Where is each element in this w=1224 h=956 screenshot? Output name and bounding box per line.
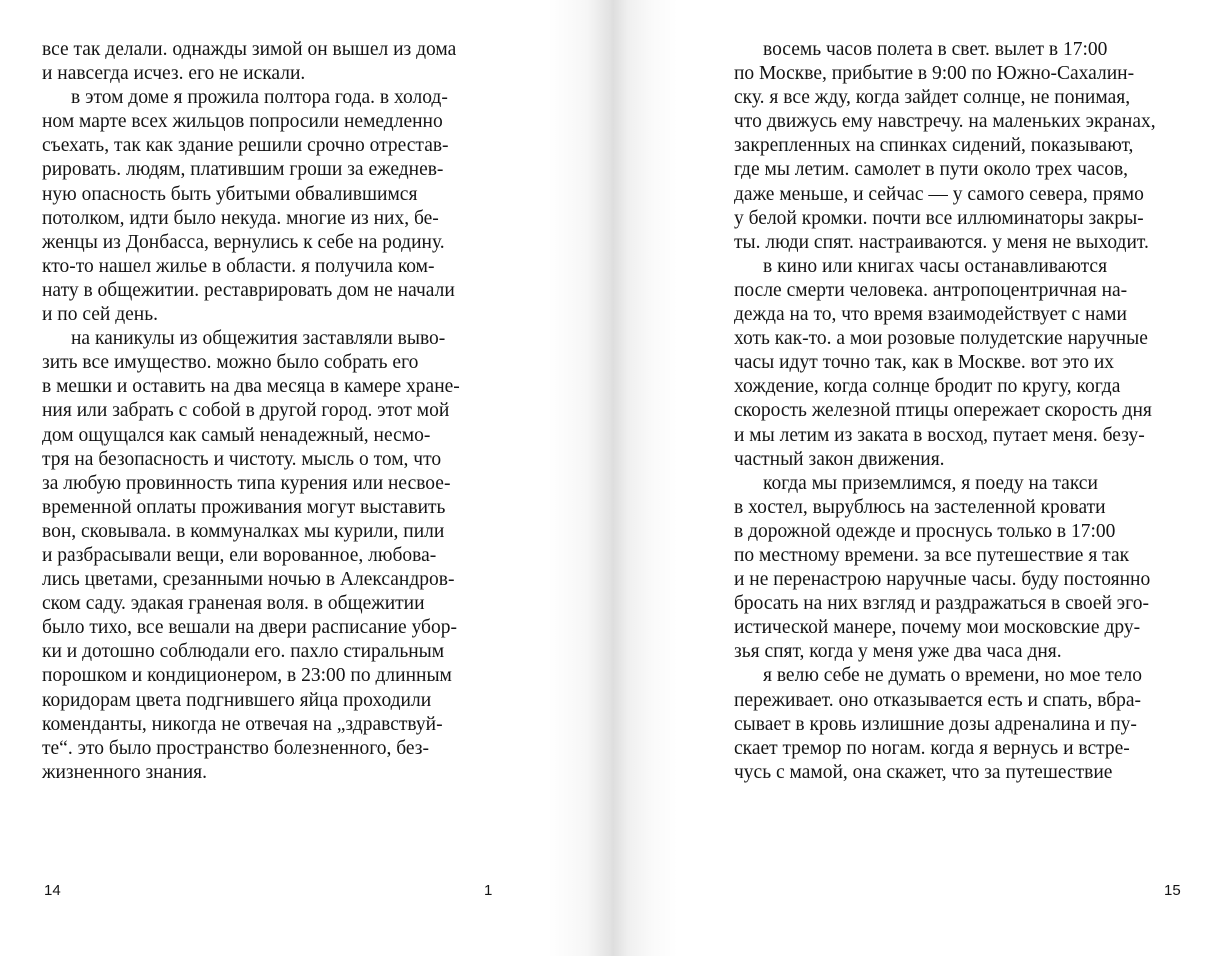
text-line: сывает в кровь излишние дозы адреналина и пу- bbox=[734, 713, 1137, 735]
text-line: бросать на них взгляд и раздражаться в своей эго- bbox=[734, 593, 1149, 615]
text-line: и разбрасывали вещи, ели ворованное, любова- bbox=[42, 544, 437, 566]
left-page-number: 14 bbox=[44, 882, 61, 899]
text-line: часы идут точно так, как в Москве. вот это их bbox=[734, 352, 1115, 374]
text-line: женцы из Донбасса, вернулись к себе на родину. bbox=[42, 231, 445, 253]
text-line: лись цветами, срезанными ночью в Александров- bbox=[42, 569, 455, 591]
text-line: ску. я все жду, когда зайдет солнце, не понимая, bbox=[734, 87, 1131, 109]
text-line: и не перенастрою наручные часы. буду постоянно bbox=[734, 569, 1151, 591]
text-line: восемь часов полета в свет. вылет в 17:00 bbox=[763, 39, 1108, 60]
text-line: ты. люди спят. настраиваются. у меня не выходит. bbox=[734, 231, 1149, 253]
right-page-number: 15 bbox=[1164, 882, 1181, 899]
text-line: ском саду. эдакая граненая воля. в общежитии bbox=[42, 593, 425, 615]
left-page-text bbox=[42, 38, 492, 785]
text-line: потолком, идти было некуда. многие из них, бе- bbox=[42, 207, 439, 229]
text-line: вон, сковывала. в коммуналках мы курили, пили bbox=[42, 520, 445, 542]
text-line: чусь с мамой, она скажет, что за путешествие bbox=[734, 761, 1113, 783]
text-line: даже меньше, и сейчас — у самого севера, прямо bbox=[734, 183, 1144, 205]
text-line: скорость железной птицы опережает скорость дня bbox=[734, 400, 1152, 422]
text-line: ном марте всех жильцов попросили немедленно bbox=[42, 111, 443, 133]
center-marker: 1 bbox=[484, 882, 493, 899]
text-line: в дорожной одежде и проснусь только в 17:00 bbox=[734, 520, 1116, 542]
text-line: по местному времени. за все путешествие я так bbox=[734, 544, 1130, 566]
text-line: по Москве, прибытие в 9:00 по Южно-Сахалин- bbox=[734, 63, 1135, 85]
text-line: в кино или книгах часы останавливаются bbox=[763, 255, 1108, 277]
text-line: все так делали. однажды зимой он вышел из дома bbox=[42, 39, 457, 60]
text-line: в мешки и оставить на два месяца в камере хране- bbox=[42, 376, 460, 398]
gutter-shadow bbox=[548, 0, 678, 956]
text-line: где мы летим. самолет в пути около трех часов, bbox=[734, 159, 1129, 181]
text-line: жизненного знания. bbox=[42, 761, 207, 783]
text-line: ки и дотошно соблюдали его. пахло стиральным bbox=[42, 641, 445, 663]
text-line: в этом доме я прожила полтора года. в холод- bbox=[71, 87, 448, 109]
right-page-text bbox=[734, 38, 1184, 785]
text-line: кто-то нашел жилье в области. я получила ком- bbox=[42, 255, 435, 277]
text-line: те“. это было пространство болезненного, без- bbox=[42, 737, 429, 759]
text-line: было тихо, все вешали на двери расписание убор- bbox=[42, 617, 457, 639]
text-line: рировать. людям, платившим гроши за ежеднев- bbox=[42, 159, 444, 181]
text-line: и навсегда исчез. его не искали. bbox=[42, 63, 306, 85]
text-line: хождение, когда солнце бродит по кругу, когда bbox=[734, 376, 1121, 398]
text-line: у белой кромки. почти все иллюминаторы закры- bbox=[734, 207, 1144, 229]
text-line: истической манере, почему мои московские дру- bbox=[734, 617, 1141, 639]
text-line: после смерти человека. антропоцентричная на- bbox=[734, 279, 1128, 301]
text-line: временной оплаты проживания могут выставить bbox=[42, 496, 446, 518]
right-page bbox=[734, 38, 1184, 938]
text-line: съехать, так как здание решили срочно отрестав- bbox=[42, 135, 449, 157]
text-line: ния или забрать с собой в другой город. этот мой bbox=[42, 400, 450, 422]
text-line: когда мы приземлимся, я поеду на такси bbox=[763, 472, 1098, 494]
text-line: дежда на то, что время взаимодействует с нами bbox=[734, 304, 1127, 326]
text-line: я велю себе не думать о времени, но мое тело bbox=[763, 665, 1142, 687]
text-line: на каникулы из общежития заставляли выво- bbox=[71, 328, 446, 350]
text-line: зья спят, когда у меня уже два часа дня. bbox=[734, 641, 1062, 663]
text-line: хоть как-то. а мои розовые полудетские наручные bbox=[734, 328, 1148, 350]
text-line: и по сей день. bbox=[42, 304, 159, 326]
text-line: закрепленных на спинках сидений, показывают, bbox=[734, 135, 1134, 157]
text-line: частный закон движения. bbox=[734, 448, 945, 470]
text-line: и мы летим из заката в восход, путает меня. безу- bbox=[734, 424, 1145, 446]
text-line: что движусь ему навстречу. на маленьких экранах, bbox=[734, 111, 1156, 133]
text-line: ную опасность быть убитыми обвалившимся bbox=[42, 183, 418, 205]
text-line: дом ощущался как самый ненадежный, несмо- bbox=[42, 424, 431, 446]
text-line: порошком и кондиционером, в 23:00 по длинным bbox=[42, 665, 452, 687]
text-line: коридорам цвета подгнившего яйца проходили bbox=[42, 689, 432, 711]
text-line: переживает. оно отказывается есть и спать, вбра- bbox=[734, 689, 1142, 711]
text-line: зить все имущество. можно было собрать его bbox=[42, 352, 419, 374]
text-line: за любую провинность типа курения или несвое- bbox=[42, 472, 451, 494]
text-line: тря на безопасность и чистоту. мысль о том, что bbox=[42, 448, 442, 470]
text-line: скает тремор по ногам. когда я вернусь и встре- bbox=[734, 737, 1130, 759]
text-line: нату в общежитии. реставрировать дом не начали bbox=[42, 279, 455, 301]
text-line: коменданты, никогда не отвечая на „здравствуй- bbox=[42, 713, 443, 735]
text-line: в хостел, вырублюсь на застеленной кровати bbox=[734, 496, 1106, 518]
left-page bbox=[42, 38, 492, 938]
